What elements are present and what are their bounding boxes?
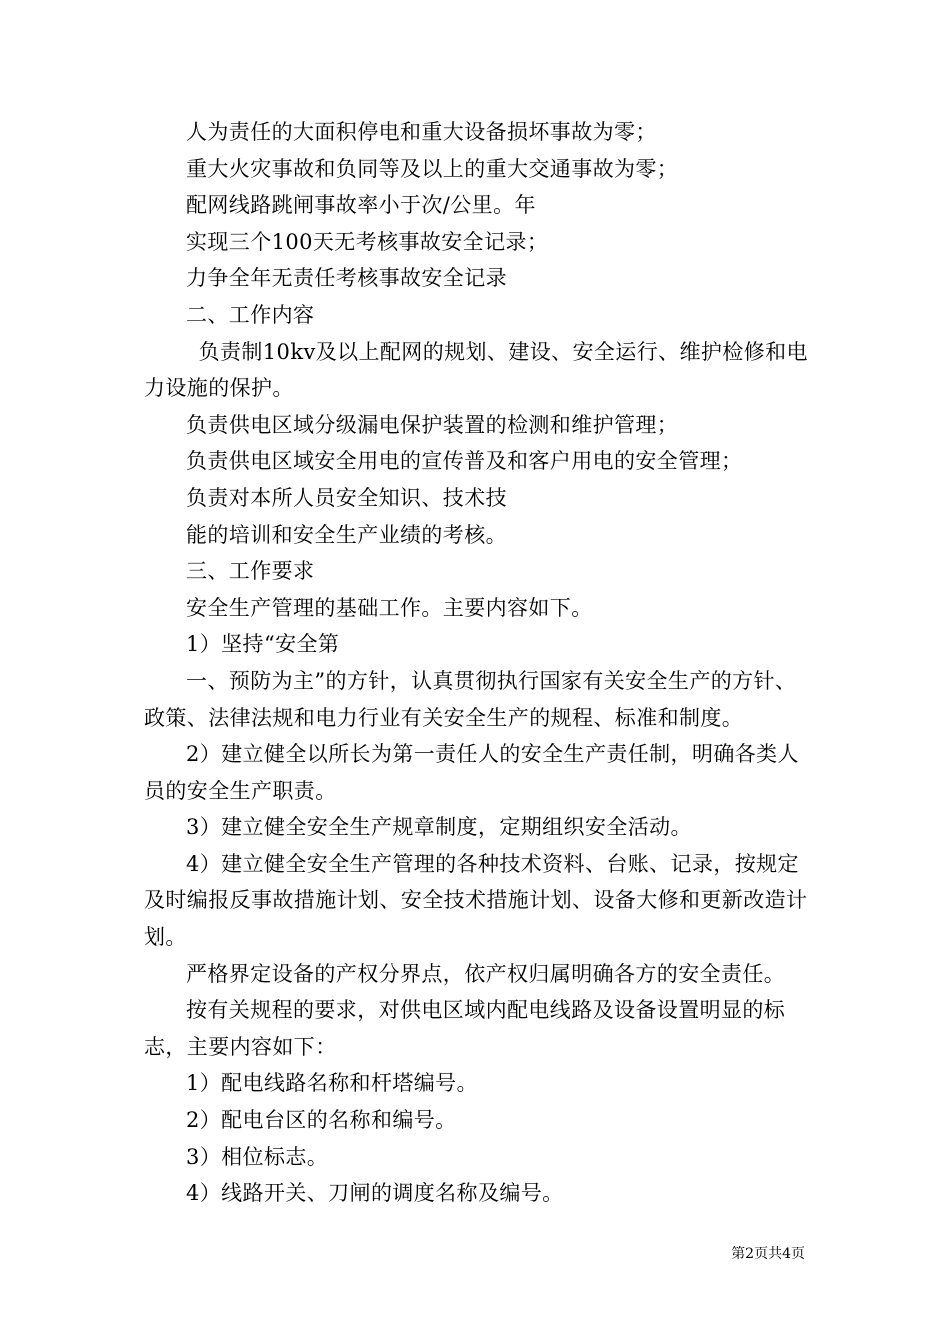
paragraph: 负责对本所人员安全知识、技术技 — [186, 485, 507, 510]
paragraph: 一、预防为主”的方针，认真贯彻执行国家有关安全生产的方针、政策、法律法规和电力行业有关安全生产的规程、标准和制度。 — [144, 668, 797, 730]
paragraph: 2）配电台区的名称和编号。 — [186, 1108, 457, 1133]
paragraph: 人为责任的大面积停电和重大设备损坏事故为零； — [186, 120, 657, 144]
paragraph: 2）建立健全以所长为第一责任人的安全生产责任制，明确各类人员的安全生产职责。 — [144, 742, 799, 803]
paragraph: 按有关规程的要求，对供电区域内配电线路及设备设置明显的标志，主要内容如下： — [144, 998, 786, 1059]
paragraph: 重大火灾事故和负同等及以上的重大交通事故为零； — [186, 156, 679, 181]
paragraph: 负责供电区域安全用电的宣传普及和客户用电的安全管理； — [186, 449, 743, 474]
section-heading: 二、工作内容 — [186, 302, 315, 327]
paragraph: 力争全年无责任考核事故安全记录 — [186, 266, 507, 291]
paragraph: 1）配电线路名称和杆塔编号。 — [186, 1071, 478, 1096]
section-heading: 三、工作要求 — [186, 559, 315, 584]
paragraph: 配网线路跳闸事故率小于次/公里。年 — [186, 193, 536, 218]
paragraph: 安全生产管理的基础工作。主要内容如下。 — [186, 595, 593, 620]
paragraph: 严格界定设备的产权分界点，依产权归属明确各方的安全责任。 — [186, 961, 786, 986]
paragraph: 能的培训和安全生产业绩的考核。 — [186, 522, 507, 547]
paragraph: 4）线路开关、刀闸的调度名称及编号。 — [186, 1181, 564, 1206]
paragraph: 1）坚持“安全第 — [186, 632, 340, 657]
paragraph: 3）建立健全安全生产规章制度，定期组织安全活动。 — [186, 815, 692, 840]
paragraph: 实现三个100天无考核事故安全记录； — [186, 229, 549, 254]
paragraph: 负责制10kv及以上配网的规划、建设、安全运行、维护检修和电力设施的保护。 — [144, 339, 808, 401]
page-number: 第2页共4页 — [731, 1246, 805, 1262]
paragraph: 3）相位标志。 — [186, 1144, 329, 1169]
paragraph: 4）建立健全安全生产管理的各种技术资料、台账、记录，按规定及时编报反事故措施计划、安全技术措施计划、设备大修和更新改造计划。 — [144, 851, 808, 950]
document-body — [144, 114, 812, 1212]
paragraph: 负责供电区域分级漏电保护装置的检测和维护管理； — [186, 412, 679, 437]
